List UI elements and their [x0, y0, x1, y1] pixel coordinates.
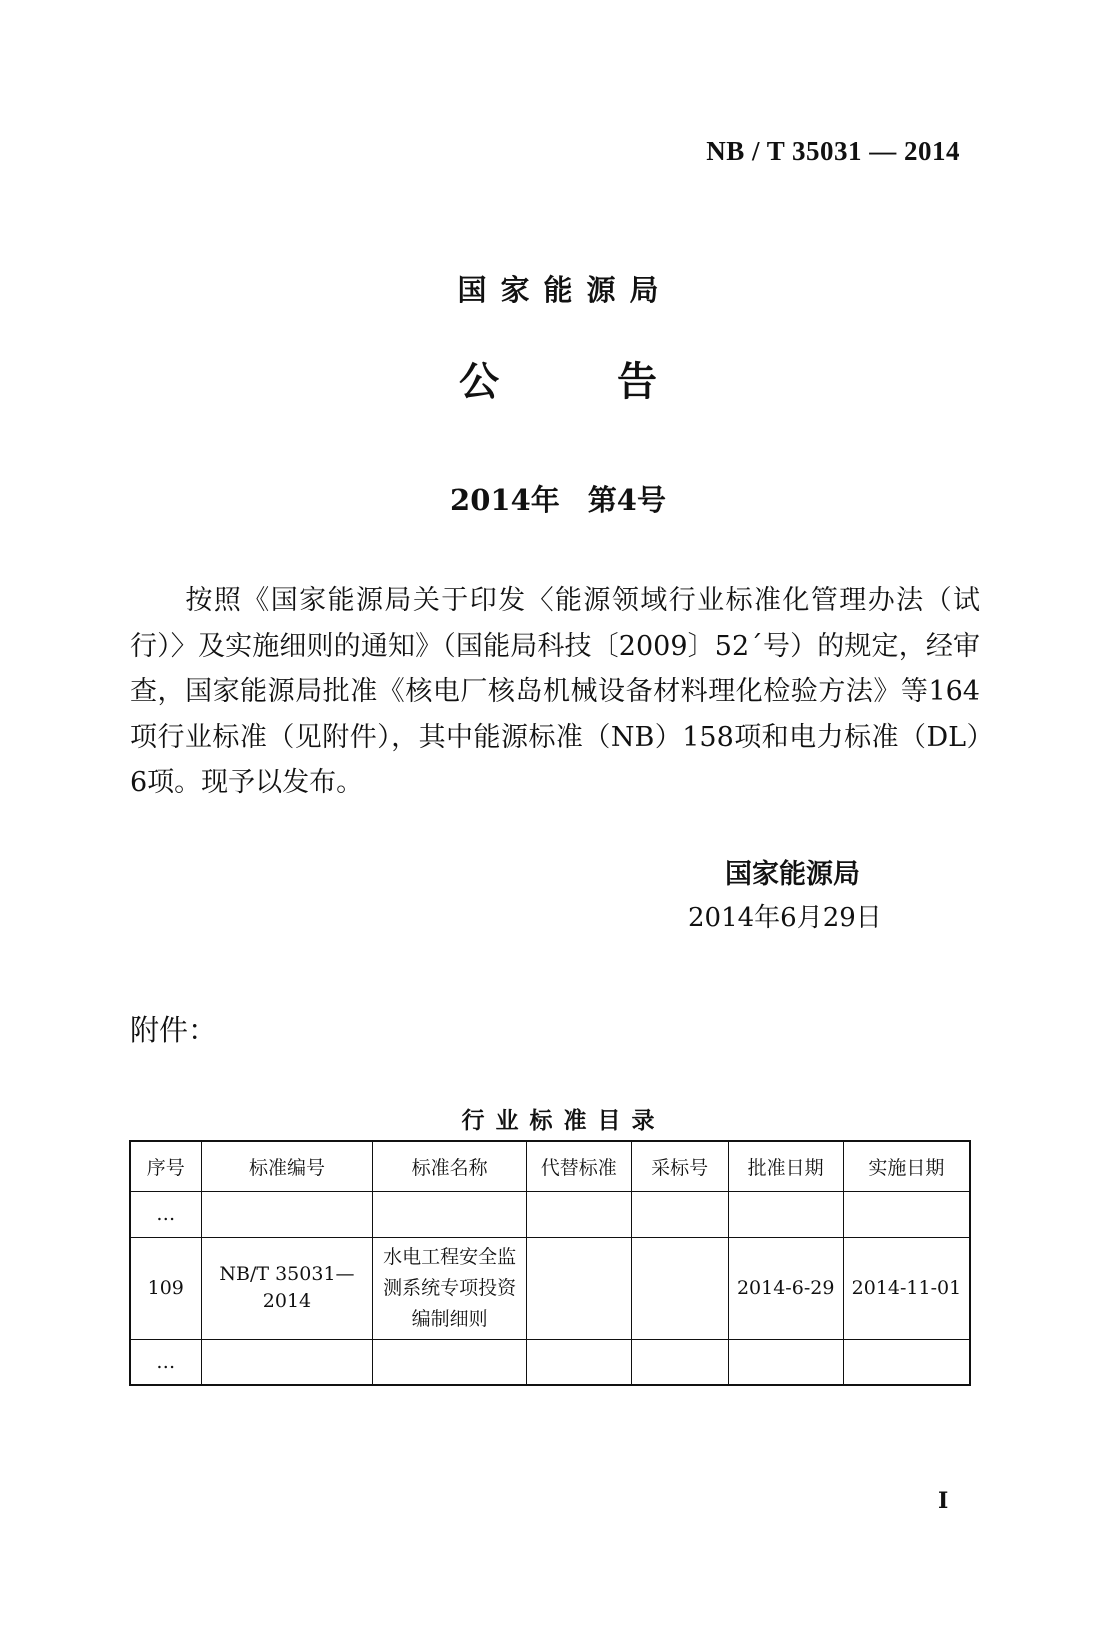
issuing-organization: 国家能源局: [457, 273, 673, 307]
standards-catalog-table: [129, 1140, 971, 1386]
column-header-adopted: 采标号: [631, 1141, 728, 1191]
cell-approval-date: 2014-6-29: [728, 1237, 843, 1339]
cell-seq: …: [130, 1191, 201, 1237]
attachment-label: 附件：: [130, 1013, 218, 1047]
cell-code: NB/T 35031—2014: [201, 1237, 373, 1339]
cell-replaces: [526, 1339, 631, 1385]
column-header-code: 标准编号: [201, 1141, 373, 1191]
table-row: [130, 1237, 970, 1339]
standard-code: NB / T 35031 — 2014: [706, 136, 960, 166]
cell-name: [373, 1339, 526, 1385]
column-header-name: 标准名称: [373, 1141, 526, 1191]
cell-seq: …: [130, 1339, 201, 1385]
announcement-issue: 第4号: [587, 483, 666, 517]
cell-adopted: [631, 1237, 728, 1339]
cell-adopted: [631, 1339, 728, 1385]
page-number: I: [938, 1488, 949, 1514]
table-row: [130, 1339, 970, 1385]
cell-adopted: [631, 1191, 728, 1237]
announcement-year: 2014年: [450, 483, 560, 517]
column-header-approval-date: 批准日期: [728, 1141, 843, 1191]
cell-replaces: [526, 1237, 631, 1339]
signature-organization: 国家能源局: [725, 859, 860, 890]
cell-name: 水电工程安全监测系统专项投资编制细则: [373, 1237, 526, 1339]
cell-approval-date: [728, 1339, 843, 1385]
cell-seq: 109: [130, 1237, 201, 1339]
table-row: [130, 1191, 970, 1237]
column-header-seq: 序号: [130, 1141, 201, 1191]
cell-code: [201, 1191, 373, 1237]
signature-date: 2014年6月29日: [688, 903, 882, 933]
cell-name: [373, 1191, 526, 1237]
cell-code: [201, 1339, 373, 1385]
cell-effective-date: [843, 1191, 970, 1237]
cell-effective-date: 2014-11-01: [843, 1237, 970, 1339]
cell-approval-date: [728, 1191, 843, 1237]
column-header-replaces: 代替标准: [526, 1141, 631, 1191]
announcement-number: [0, 478, 1116, 519]
catalog-title: 行业标准目录: [461, 1108, 666, 1134]
document-title: 公告: [459, 359, 775, 405]
cell-effective-date: [843, 1339, 970, 1385]
cell-replaces: [526, 1191, 631, 1237]
column-header-effective-date: 实施日期: [843, 1141, 970, 1191]
table-header-row: [130, 1141, 970, 1191]
announcement-body-text: 按照《国家能源局关于印发〈能源领域行业标准化管理办法（试行）〉及实施细则的通知》（国能局科技〔2009〕52ˊ号）的规定，经审查，国家能源局批准《核电厂核岛机械设备材料理化检验方法》等164项行业标准（见附件），其中能源标准（NB）158项和电力标准（DL）6项。现予以发布。: [130, 585, 980, 798]
announcement-body: [130, 578, 980, 806]
